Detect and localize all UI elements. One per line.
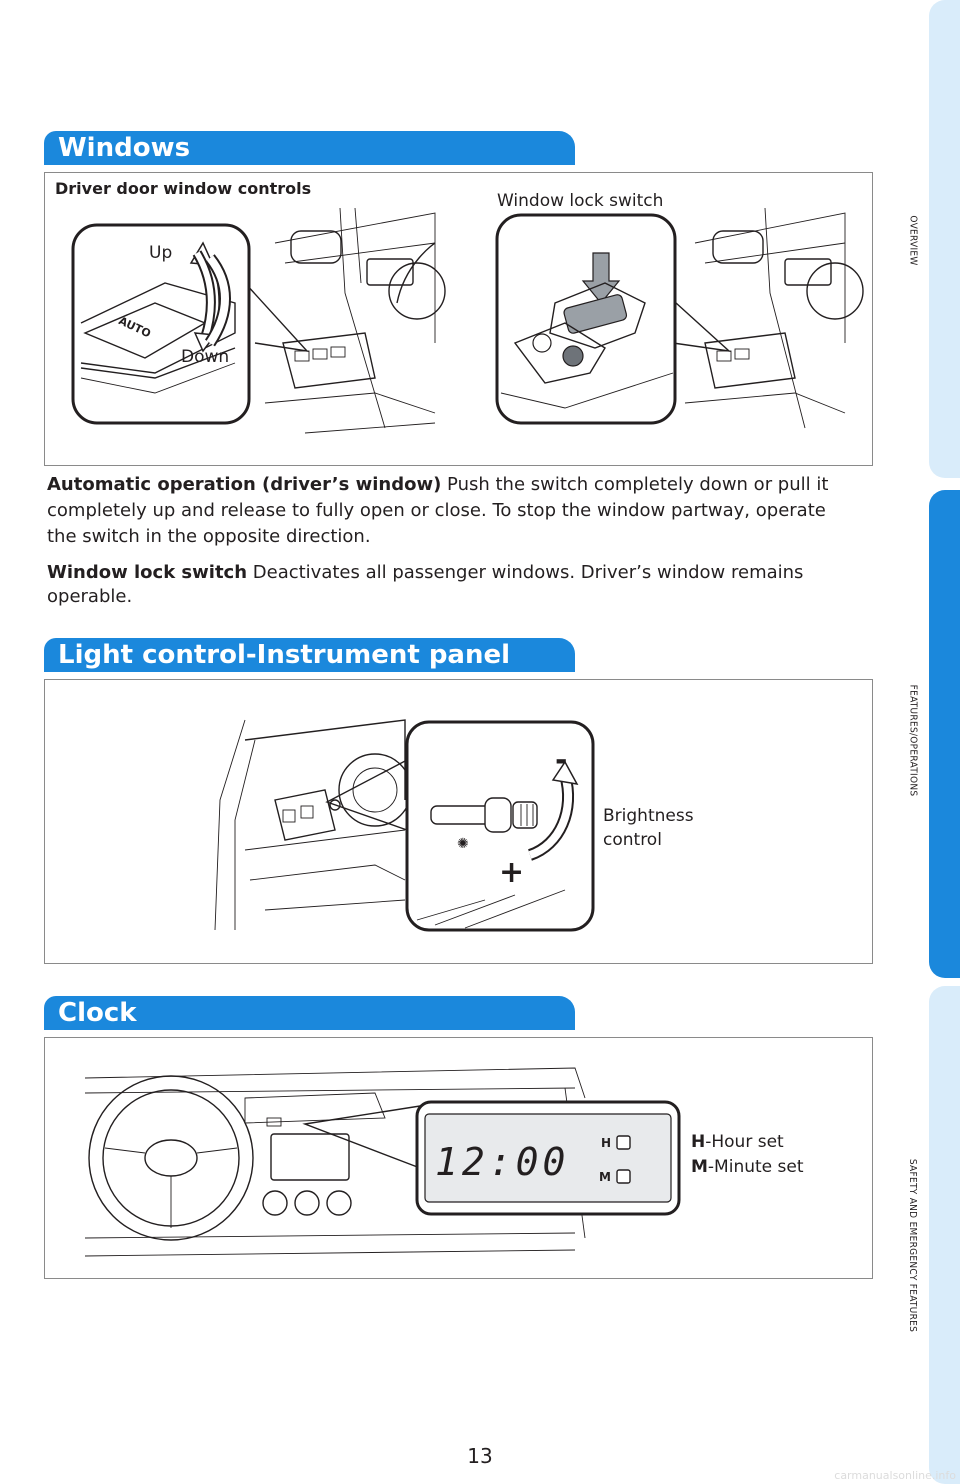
auto-operation-paragraph [47,472,859,550]
minute-key: M [691,1157,708,1177]
auto-operation-term: Automatic operation (driver’s window) [47,474,442,495]
lock-icon [563,346,583,366]
minute-set-text: -Minute set [707,1157,804,1177]
up-label: Up [149,243,173,263]
auto-operation-text: Push the switch completely down or pull it completely up and release to fully open or close. To stop the window partway, operate the switch in the opposite direction. [47,474,829,547]
tab-overview[interactable] [929,0,960,478]
light-section-title: Light control-Instrument panel [44,638,575,672]
brightness-label-line2: control [603,830,662,850]
plus-symbol: + [499,855,525,890]
hour-set-button[interactable] [617,1136,630,1149]
driver-door-scene [265,208,445,433]
page-number: 13 [467,1444,493,1468]
minute-set-label [691,1157,804,1177]
panel-light-icon: ✺ [457,836,469,852]
windows-section-title: Windows [44,131,575,165]
watermark: carmanualsonline.info [834,1469,956,1482]
hour-key: H [691,1132,706,1152]
driver-door-label: Driver door window controls [55,179,312,198]
lock-switch-scene [685,208,863,428]
light-illustration [45,680,874,965]
dashboard-scene [215,720,411,930]
tab-features-operations[interactable] [929,490,960,978]
windows-illustration [45,173,874,467]
down-label: Down [181,347,230,367]
lock-switch-term: Window lock switch [47,562,248,583]
lock-switch-paragraph [47,561,859,609]
tab-label-features: FEATURES/OPERATIONS [907,684,919,796]
light-figure [44,679,873,964]
clock-section-title: Clock [44,996,575,1030]
minute-set-button[interactable] [617,1170,630,1183]
brightness-label-line1: Brightness [603,806,694,826]
clock-time-readout: 12:00 [435,1140,570,1184]
hour-set-text: -Hour set [705,1132,784,1152]
tab-safety-emergency[interactable] [929,986,960,1484]
m-button-label: M [599,1170,611,1184]
tab-label-safety: SAFETY AND EMERGENCY FEATURES [907,1158,919,1332]
unlock-icon [533,334,551,352]
h-button-label: H [601,1136,612,1150]
lock-switch-text: Deactivates all passenger windows. Driver’s window remains operable. [47,562,804,607]
window-lock-label: Window lock switch [497,191,664,211]
windows-figure [44,172,873,466]
tab-label-overview: OVERVIEW [907,214,919,266]
clock-figure [44,1037,873,1279]
minus-symbol: - [555,743,568,778]
hour-set-label [691,1132,784,1152]
auto-label: AUTO [116,314,153,341]
